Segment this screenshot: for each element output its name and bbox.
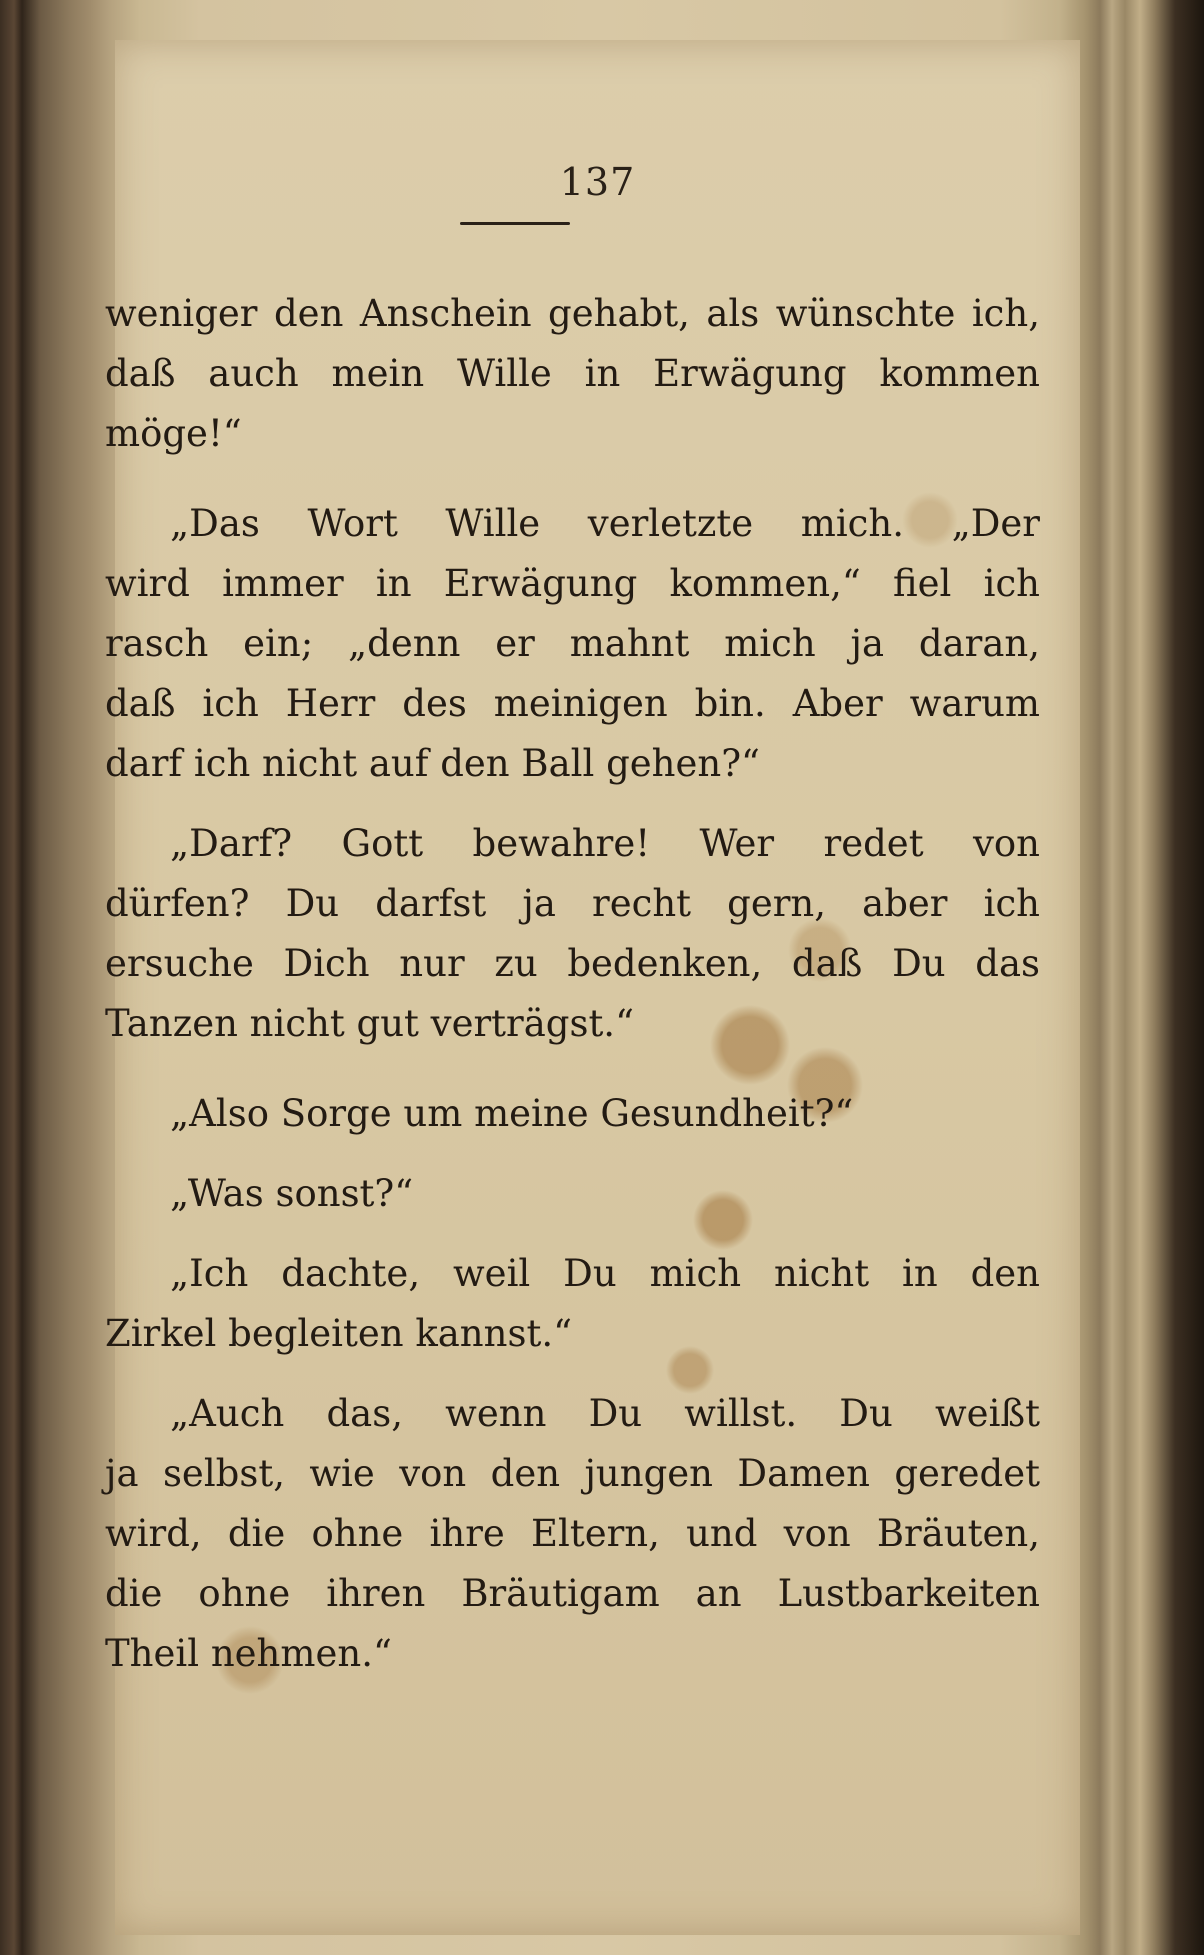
text-line: „Das Wort Wille verletzte mich. „Der: [170, 502, 1040, 545]
text-line: rasch ein; „denn er mahnt mich ja daran,: [105, 622, 1040, 665]
text-line: dürfen? Du darfst ja recht gern, aber ich: [105, 882, 1040, 925]
text-line: daß ich Herr des meinigen bin. Aber warum: [105, 682, 1040, 725]
text-line: Tanzen nicht gut verträgst.“: [105, 1002, 634, 1045]
text-line: Zirkel begleiten kannst.“: [105, 1312, 572, 1355]
book-page: [105, 40, 1080, 1935]
text-line: „Darf? Gott bewahre! Wer redet von: [170, 822, 1040, 865]
text-line: möge!“: [105, 412, 242, 455]
text-line: „Ich dachte, weil Du mich nicht in den: [170, 1252, 1040, 1295]
text-line: ersuche Dich nur zu bedenken, daß Du das: [105, 942, 1040, 985]
text-line: die ohne ihren Bräutigam an Lustbarkeiten: [105, 1572, 1040, 1615]
text-line: darf ich nicht auf den Ball gehen?“: [105, 742, 760, 785]
text-line: daß auch mein Wille in Erwägung kommen: [105, 352, 1040, 395]
text-line: ja selbst, wie von den jungen Damen geredet: [105, 1452, 1040, 1495]
text-line: wird immer in Erwägung kommen,“ fiel ich: [105, 562, 1040, 605]
text-line: „Was sonst?“: [170, 1172, 414, 1215]
text-line: Theil nehmen.“: [105, 1632, 392, 1675]
text-line: „Auch das, wenn Du willst. Du weißt: [170, 1392, 1040, 1435]
page-number: 137: [559, 160, 636, 204]
text-line: „Also Sorge um meine Gesundheit?“: [170, 1092, 854, 1135]
text-line: weniger den Anschein gehabt, als wünschte ich,: [105, 292, 1040, 335]
body-text: [105, 40, 1080, 1935]
text-line: wird, die ohne ihre Eltern, und von Bräuten,: [105, 1512, 1040, 1555]
